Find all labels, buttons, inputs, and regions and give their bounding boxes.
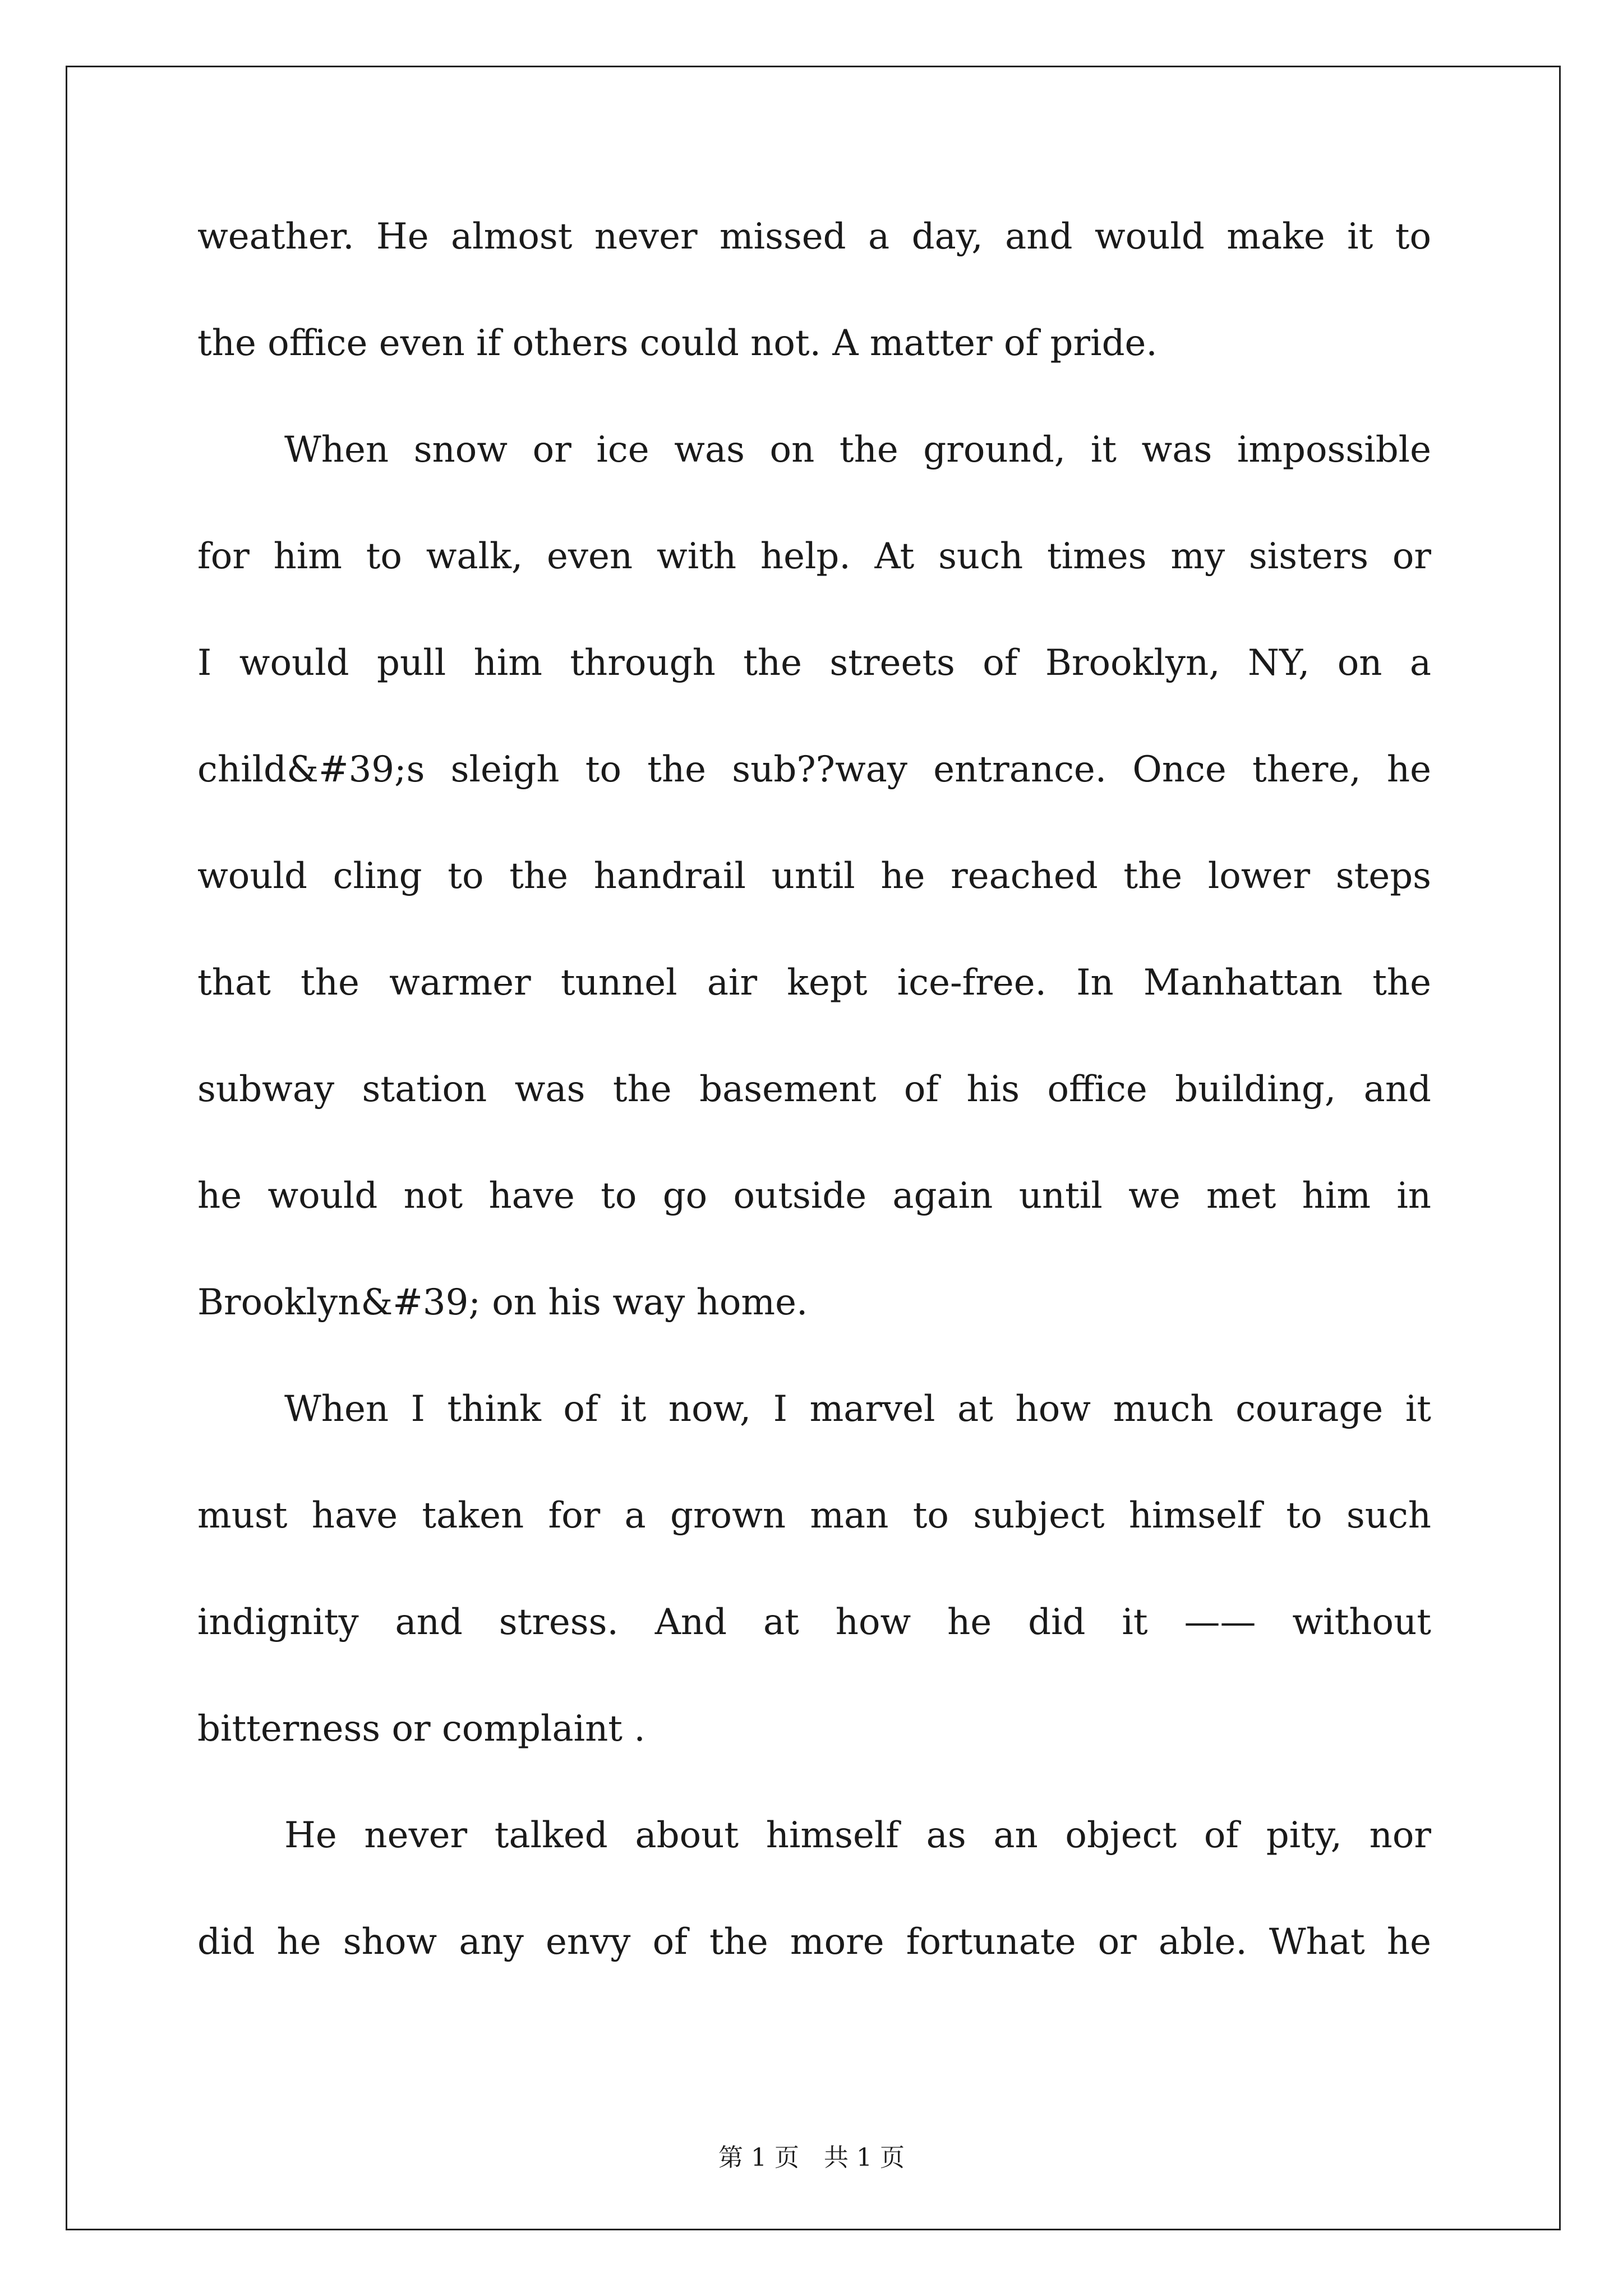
text-line: subway station was the basement of his office building, and — [197, 1069, 1431, 1110]
paragraph-first-line: When snow or ice was on the ground, it was impossible — [284, 429, 1431, 471]
text-line: he would not have to go outside again until we met him in — [197, 1175, 1431, 1217]
paragraph-first-line: He never talked about himself as an object of pity, nor — [284, 1815, 1431, 1856]
text-line: that the warmer tunnel air kept ice-free. In Manhattan the — [197, 962, 1431, 1004]
document-body — [197, 216, 1431, 2031]
text-line: indignity and stress. And at how he did it —— without — [197, 1602, 1431, 1643]
text-line: did he show any envy of the more fortunate or able. What he — [197, 1921, 1431, 1963]
text-line: bitterness or complaint . — [197, 1708, 645, 1750]
text-line: Brooklyn&#39; on his way home. — [197, 1282, 808, 1323]
text-line: I would pull him through the streets of Brooklyn, NY, on a — [197, 642, 1431, 684]
text-line: must have taken for a grown man to subject himself to such — [197, 1495, 1431, 1536]
text-line: child&#39;s sleigh to the sub??way entrance. Once there, he — [197, 749, 1431, 790]
text-line: would cling to the handrail until he reached the lower steps — [197, 855, 1431, 897]
paragraph-first-line: When I think of it now, I marvel at how much courage it — [284, 1388, 1431, 1430]
text-line: the office even if others could not. A matter of pride. — [197, 323, 1158, 364]
text-line: weather. He almost never missed a day, and would make it to — [197, 216, 1431, 257]
page-number-footer: 第 1 页 共 1 页 — [718, 2143, 905, 2172]
text-line: for him to walk, even with help. At such times my sisters or — [197, 536, 1431, 577]
